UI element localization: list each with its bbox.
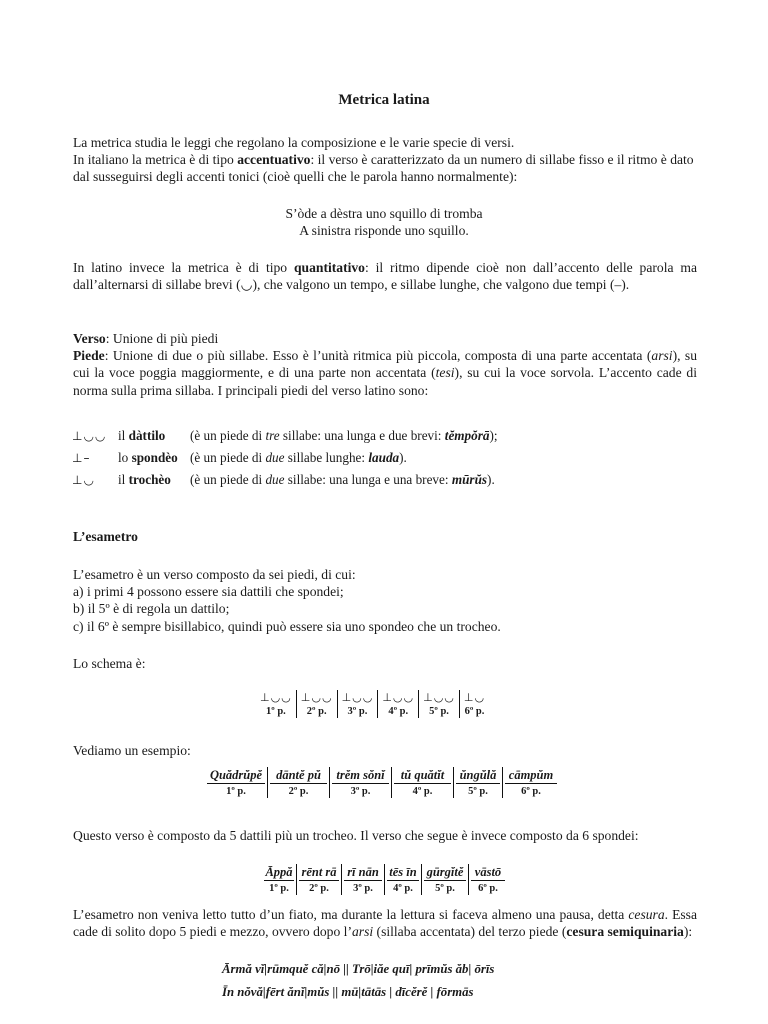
scheme-foot: [338, 690, 379, 718]
foot-syllables: rēnt rā: [299, 864, 339, 881]
foot-syllables: ŭngŭlă: [456, 767, 500, 784]
scheme-label: 2º p.: [306, 706, 327, 717]
foot-article: il: [118, 472, 126, 487]
foot-article: lo: [118, 450, 129, 465]
after-example-paragraph: Questo verso è composto da 5 dattili più un trocheo. Il verso che segue è invece composto da 6 spondei:: [73, 828, 639, 843]
cesura-text-2: . Essa cade di solito dopo 5 piedi e mezzo, ovvero dopo l’: [73, 907, 697, 940]
scheme-foot: [378, 690, 419, 718]
piede-text-3: ), su cui la voce sorvola. L’accento cade di norma sulla prima sillaba. I principali piedi del verso latino sono:: [73, 365, 697, 398]
foot-syllables: tŭ quătĭt: [394, 767, 451, 784]
scheme-symbol: ⊥◡: [463, 691, 486, 704]
verse-line-1: Ārmă vĭ|rūmquĕ că|nō || Trō|iăe quī| prīmŭs ăb| ōrīs: [222, 962, 495, 976]
definitions: [73, 330, 697, 399]
foot-syllables: dāntĕ pŭ: [270, 767, 327, 784]
piede-definition: [73, 347, 697, 399]
foot-spondeo: [72, 447, 542, 469]
desc-part: sillabe lunghe:: [284, 450, 369, 465]
foot-number: 6º p.: [478, 883, 498, 894]
verso-text: : Unione di più piedi: [105, 331, 219, 346]
scheme-symbol: ⊥◡◡: [300, 691, 333, 704]
latin-text-rest: : il ritmo dipende cioè non dall’accento delle parola ma dall’alternarsi di sillabe brevi (◡), che valgono un tempo, e sillabe lunghe, che valgono due tempi (–).: [73, 260, 697, 293]
desc-part: sillabe: una lunga e una breve:: [284, 472, 452, 487]
desc-part: (è un piede di: [190, 450, 266, 465]
foot-number: 5º p.: [435, 883, 455, 894]
keyword-accentuativo: accentuativo: [237, 152, 311, 168]
scheme-label: 5º p.: [429, 706, 449, 717]
intro-line-1: La metrica studia le leggi che regolano la composizione e le varie specie di versi.: [73, 135, 515, 150]
verse-foot: [268, 767, 330, 798]
foot-syllables: rī nān: [344, 864, 382, 881]
verse-foot: [297, 864, 342, 895]
foot-symbol: ⊥–: [72, 451, 91, 465]
quote-line-1: S’òde a dèstra uno squillo di tromba: [285, 206, 483, 221]
piede-text-1: : Unione di due o più sillabe. Esso è l’unità ritmica più piccola, composta di una parte accentata (: [104, 348, 652, 364]
metric-scheme: [256, 690, 489, 718]
desc-end: ).: [487, 472, 495, 487]
scheme-symbol: ⊥◡◡: [341, 691, 374, 704]
intro-text-rest: : il verso è caratterizzato da un numero di sillabe fisso e il ritmo è dato dal susseguirsi degli accenti tonici (cioè quelli che le parola hanno normalmente):: [73, 152, 694, 185]
keyword-quantitativo: quantitativo: [293, 260, 365, 275]
scheme-foot: [419, 690, 460, 718]
verso-definition: [73, 330, 697, 347]
foot-name-cell: [118, 469, 190, 491]
term-arsi: arsi: [651, 348, 673, 364]
foot-number: 1º p.: [226, 786, 246, 797]
foot-name: dàttilo: [128, 428, 166, 443]
scheme-foot: [256, 690, 297, 718]
foot-article: il: [118, 428, 126, 443]
cesura-text-3: (sillaba accentata) del terzo piede (: [373, 924, 567, 940]
example-word: lauda: [368, 450, 400, 465]
syllable-count: tre: [265, 428, 280, 443]
schema-label: Lo schema è:: [73, 656, 146, 671]
verse-foot: [330, 767, 392, 798]
feet-list: [72, 425, 542, 491]
rule-c: c) il 6º è sempre bisillabico, quindi può essere sia uno spondeo che un trocheo.: [73, 618, 501, 634]
piede-label: Piede: [73, 348, 105, 364]
scheme-foot: [297, 690, 338, 718]
rule-intro: L’esametro è un verso composto da sei piedi, di cui:: [73, 567, 356, 582]
foot-symbol: ⊥◡◡: [72, 429, 107, 443]
foot-description: [190, 469, 495, 491]
verse-foot: [385, 864, 422, 895]
foot-dattilo: [72, 425, 542, 447]
desc-part: (è un piede di: [190, 428, 266, 443]
foot-number: 1º p.: [269, 883, 289, 894]
scheme-label: 6º p.: [464, 706, 485, 717]
foot-number: 2º p.: [309, 883, 329, 894]
verse-foot: [205, 767, 268, 798]
example-verse-1: [205, 767, 559, 798]
foot-number: 4º p.: [412, 786, 433, 797]
page-title: Metrica latina: [338, 92, 430, 108]
cesura-text-1: L’esametro non veniva letto tutto d’un fiato, ma durante la lettura si faceva almeno una pausa, detta: [73, 907, 629, 922]
section-heading: L’esametro: [73, 529, 138, 544]
example-word: tĕmpŏrā: [444, 428, 490, 443]
foot-syllables: Quădrŭpĕ: [207, 767, 265, 784]
desc-part: (è un piede di: [190, 472, 266, 487]
foot-number: 2º p.: [288, 786, 309, 797]
foot-syllables: tēs īn: [387, 864, 419, 881]
verse-foot: [503, 767, 559, 798]
verse-foot: [392, 767, 454, 798]
term-semiquinaria: cesura semiquinaria: [566, 924, 684, 940]
foot-number: 3º p.: [353, 883, 373, 894]
rule-b: b) il 5º è di regola un dattilo;: [73, 601, 230, 617]
term-tesi: tesi: [435, 365, 455, 381]
intro-text: In italiano la metrica è di tipo: [73, 152, 238, 168]
foot-number: 6º p.: [521, 786, 541, 797]
scheme-symbol: ⊥◡◡: [423, 691, 455, 704]
example-word: mūrŭs: [451, 472, 488, 487]
foot-syllables: trĕm sŏnĭ: [332, 767, 389, 784]
verse-foot: [342, 864, 385, 895]
foot-name: spondèo: [131, 450, 178, 465]
foot-symbol: ⊥◡: [72, 473, 95, 487]
scheme-symbol: ⊥◡◡: [382, 691, 415, 704]
latin-paragraph: [73, 259, 697, 293]
rule-a: a) i primi 4 possono essere sia dattili che spondei;: [73, 584, 344, 600]
foot-syllables: Āppă: [265, 865, 293, 879]
cesura-paragraph: [73, 906, 697, 940]
desc-end: ).: [399, 450, 407, 465]
esametro-heading: [73, 528, 697, 545]
quote-line-2: A sinistra risponde uno squillo.: [299, 223, 469, 239]
cesura-text-4: ):: [683, 924, 693, 940]
foot-trocheo: [72, 469, 542, 491]
latin-text: In latino invece la metrica è di tipo: [73, 260, 294, 275]
desc-end: );: [489, 428, 498, 443]
foot-description: [190, 425, 498, 447]
syllable-count: due: [265, 450, 285, 465]
scheme-label: 3º p.: [347, 706, 368, 717]
verse-line-2: Īn nŏvă|fērt ănĭ|mŭs || mū|tātās | dīcĕrĕ | fōrmās: [222, 985, 474, 999]
verse-foot: [262, 864, 297, 895]
term-arsi: arsi: [351, 924, 374, 940]
scheme-label: 4º p.: [388, 706, 409, 717]
verse-foot: [454, 767, 503, 798]
foot-syllables: gūrgĭtĕ: [424, 864, 466, 881]
esametro-rules: [73, 566, 697, 635]
quote-block: [0, 205, 768, 239]
foot-number: 4º p.: [393, 883, 413, 894]
foot-name: trochèo: [128, 472, 171, 487]
verso-label: Verso: [73, 331, 106, 346]
term-cesura: cesura: [628, 907, 665, 922]
verse-foot: [469, 864, 507, 895]
syllable-count: due: [265, 472, 285, 487]
verse-foot: [422, 864, 469, 895]
foot-syllables: cāmpŭm: [505, 767, 557, 784]
foot-syllables: vāstō: [471, 864, 505, 881]
foot-name-cell: [118, 447, 190, 469]
intro-paragraph: [73, 134, 697, 186]
scheme-label: 1º p.: [265, 706, 286, 717]
foot-description: [190, 447, 407, 469]
example-verse-2: [262, 864, 507, 895]
example-label: Vediamo un esempio:: [73, 743, 191, 758]
foot-number: 3º p.: [350, 786, 371, 797]
desc-part: sillabe: una lunga e due brevi:: [279, 428, 445, 443]
scheme-symbol: ⊥◡◡: [260, 691, 292, 704]
piede-text-2: ), su cui la voce poggia maggiormente, e di una parte non accentata (: [73, 348, 697, 381]
foot-name-cell: [118, 425, 190, 447]
scheme-foot: [460, 690, 489, 718]
foot-number: 5º p.: [468, 786, 488, 797]
